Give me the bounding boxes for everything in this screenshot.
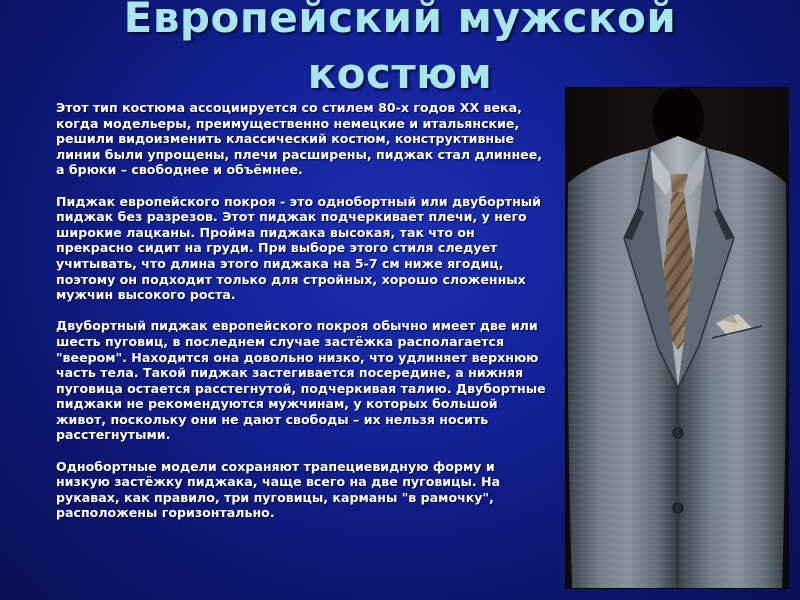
- suit-jacket-photo: [566, 88, 788, 588]
- slide-body: [56, 100, 546, 537]
- paragraph-2: Пиджак европейского покроя - это однобортный или двубортный пиджак без разрезов. Этот пиджак подчеркивает плечи, у него широкие лацканы. Пройма пиджака высокая, так что он прекрасно сидит на груди. При выборе этого стиля следует учитывать, что длина этого пиджака на 5-7 см ниже ягодиц, поэтому он подходит только для стройных, хорошо сложенных мужчин высокого роста.: [56, 193, 541, 303]
- paragraph-4: Однобортные модели сохраняют трапециевидную форму и низкую застёжку пиджака, чаще всего на две пуговицы. На рукавах, как правило, три пуговицы, карманы "в рамочку", расположены горизонтально.: [56, 458, 501, 521]
- suit-jacket-icon: [566, 88, 788, 588]
- paragraph-1: Этот тип костюма ассоциируется со стилем 80-х годов XX века, когда модельеры, преимущественно немецкие и итальянские, решили видоизменить классический костюм, конструктивные линии были упрощены, плечи расширены, пиджак стал длиннее, а брюки – свободнее и объёмнее.: [56, 100, 543, 178]
- slide-title: Европейский мужской костюм: [123, 0, 677, 98]
- paragraph-3: Двубортный пиджак европейского покроя обычно имеет две или шесть пуговиц, в последнем случае застёжка располагается "веером". Находится она довольно низко, что удлиняет верхнюю часть тела. Такой пиджак застегивается посередине, а нижняя пуговица остается расстегнутой, подчеркивая талию. Двубортные пиджаки не рекомендуются мужчинам, у которых большой живот, поскольку они не дают свободы – их нельзя носить расстегнутыми.: [56, 318, 546, 443]
